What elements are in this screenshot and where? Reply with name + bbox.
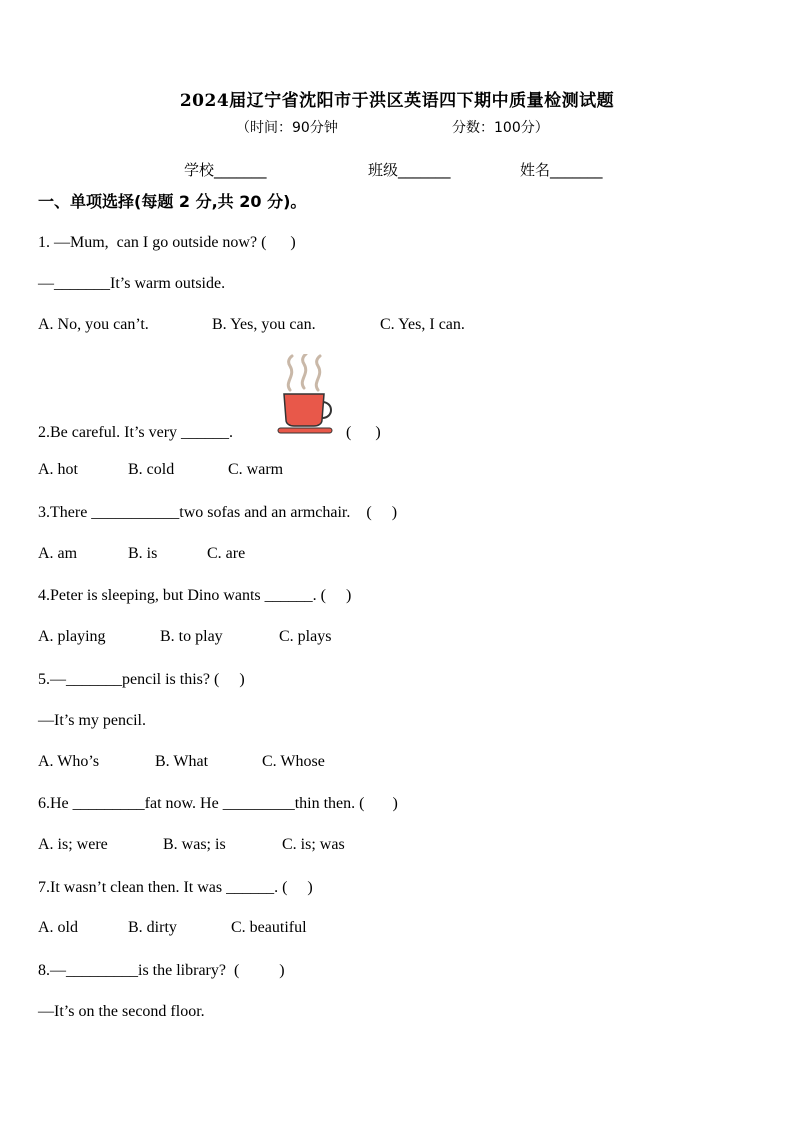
question-8: 8.—_________is the library? ( ) bbox=[38, 962, 285, 979]
question-4: 4.Peter is sleeping, but Dino wants ______. ( ) bbox=[38, 587, 352, 604]
question-7: 7.It wasn’t clean then. It was ______. ( ) bbox=[38, 879, 313, 896]
q2-option-a: A. hot bbox=[38, 461, 78, 478]
q5-option-a: A. Who’s bbox=[38, 753, 100, 770]
q7-option-c: C. beautiful bbox=[231, 919, 307, 936]
question-5: 5.—_______pencil is this? ( ) bbox=[38, 671, 245, 688]
q4-option-b: B. to play bbox=[160, 628, 223, 645]
q7-option-b: B. dirty bbox=[128, 919, 177, 936]
class-field: 班级_______ bbox=[368, 161, 451, 179]
q1-option-a: A. No, you can’t. bbox=[38, 316, 149, 333]
q7-option-a: A. old bbox=[38, 919, 78, 936]
exam-score: 分数：100分） bbox=[452, 120, 549, 136]
section-heading: 一、单项选择(每题 2 分,共 20 分)。 bbox=[38, 192, 307, 211]
q4-option-c: C. plays bbox=[279, 628, 332, 645]
q3-option-c: C. are bbox=[207, 545, 246, 562]
question-2-paren: ( ) bbox=[346, 424, 381, 441]
page-title: 2024届辽宁省沈阳市于洪区英语四下期中质量检测试题 bbox=[179, 91, 615, 111]
q3-option-a: A. am bbox=[38, 545, 78, 562]
q4-option-a: A. playing bbox=[38, 628, 106, 645]
question-2: 2.Be careful. It’s very ______. bbox=[38, 424, 234, 441]
q2-option-b: B. cold bbox=[128, 461, 175, 478]
q6-option-a: A. is; were bbox=[38, 836, 108, 853]
question-1-answer-line: —_______It’s warm outside. bbox=[38, 275, 226, 292]
exam-time: （时间：90分钟 bbox=[236, 120, 338, 136]
q2-option-c: C. warm bbox=[228, 461, 284, 478]
hot-coffee-cup-icon bbox=[276, 354, 336, 436]
question-6: 6.He _________fat now. He _________thin then. ( ) bbox=[38, 795, 398, 812]
q3-option-b: B. is bbox=[128, 545, 158, 562]
school-field: 学校_______ bbox=[184, 161, 267, 179]
q5-option-c: C. Whose bbox=[262, 753, 325, 770]
q1-option-c: C. Yes, I can. bbox=[380, 316, 465, 333]
name-field: 姓名_______ bbox=[520, 161, 603, 179]
question-3: 3.There ___________two sofas and an armchair. ( ) bbox=[38, 504, 398, 521]
q6-option-b: B. was; is bbox=[163, 836, 226, 853]
q6-option-c: C. is; was bbox=[282, 836, 345, 853]
q1-option-b: B. Yes, you can. bbox=[212, 316, 316, 333]
question-8-answer-line: —It’s on the second floor. bbox=[38, 1003, 205, 1020]
question-5-answer-line: —It’s my pencil. bbox=[38, 712, 146, 729]
q5-option-b: B. What bbox=[155, 753, 209, 770]
question-1: 1. —Mum, can I go outside now? ( ) bbox=[38, 234, 296, 251]
